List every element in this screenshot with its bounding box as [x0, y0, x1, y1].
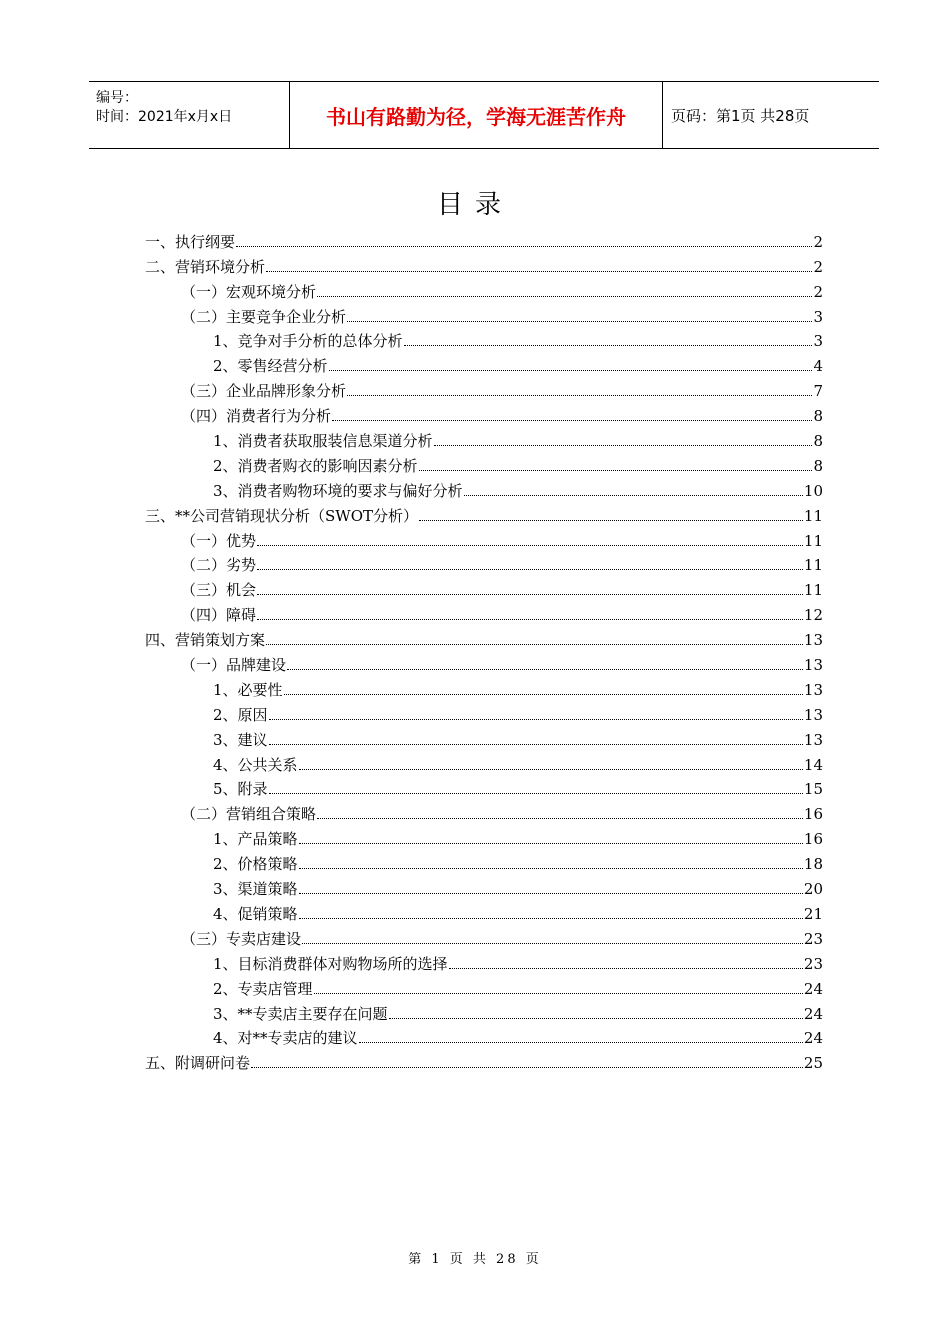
toc-dot-leader — [302, 943, 803, 944]
toc-entry-page: 13 — [803, 656, 823, 675]
toc-entry-text: （二）劣势 — [181, 556, 257, 575]
toc-dot-leader — [299, 769, 803, 770]
toc-dot-leader — [347, 395, 812, 396]
toc-entry-text: 1、产品策略 — [213, 830, 298, 849]
toc-entry[interactable] — [145, 301, 823, 326]
toc-entry-text: 2、专卖店管理 — [213, 979, 313, 998]
toc-dot-leader — [269, 719, 803, 720]
toc-entry-page: 2 — [813, 282, 823, 301]
toc-entry-page: 11 — [803, 581, 823, 600]
toc-entry-page: 24 — [803, 979, 823, 998]
toc-entry-text: 3、消费者购物环境的要求与偏好分析 — [213, 481, 463, 500]
toc-entry-page: 16 — [803, 805, 823, 824]
toc-entry-text: （二）营销组合策略 — [181, 805, 317, 824]
toc-dot-leader — [284, 694, 803, 695]
toc-entry[interactable] — [145, 525, 823, 550]
toc-dot-leader — [257, 594, 803, 595]
toc-entry[interactable] — [145, 798, 823, 823]
toc-entry-text: 2、消费者购衣的影响因素分析 — [213, 456, 418, 475]
toc-dot-leader — [389, 1018, 803, 1019]
toc-entry-page: 21 — [803, 904, 823, 923]
toc-dot-leader — [299, 868, 803, 869]
toc-entry-text: 四、营销策划方案 — [145, 631, 266, 650]
toc-entry-page: 25 — [803, 1054, 823, 1073]
toc-dot-leader — [404, 345, 813, 346]
toc-entry[interactable] — [145, 873, 823, 898]
toc-entry[interactable] — [145, 649, 823, 674]
toc-entry-text: （一）优势 — [181, 531, 257, 550]
toc-entry-text: 二、营销环境分析 — [145, 257, 266, 276]
page-footer: 第 1 页 共 28 页 — [408, 1252, 542, 1267]
toc-entry-page: 7 — [813, 382, 823, 401]
toc-entry-page: 11 — [803, 531, 823, 550]
toc-entry-text: 1、目标消费群体对购物场所的选择 — [213, 954, 448, 973]
toc-dot-leader — [419, 470, 813, 471]
toc-entry[interactable] — [145, 450, 823, 475]
toc-entry[interactable] — [145, 973, 823, 998]
toc-dot-leader — [449, 968, 803, 969]
toc-title: 目录 — [436, 190, 513, 220]
toc-entry[interactable] — [145, 848, 823, 873]
toc-entry-text: （四）消费者行为分析 — [181, 407, 332, 426]
toc-entry-text: （三）企业品牌形象分析 — [181, 382, 347, 401]
toc-entry-page: 18 — [803, 855, 823, 874]
toc-entry[interactable] — [145, 948, 823, 973]
toc-entry-page: 4 — [813, 357, 823, 376]
toc-entry-page: 8 — [813, 407, 823, 426]
toc-dot-leader — [317, 818, 803, 819]
toc-entry-page: 24 — [803, 1029, 823, 1048]
toc-entry-page: 13 — [803, 680, 823, 699]
toc-dot-leader — [332, 420, 812, 421]
toc-entry[interactable] — [145, 898, 823, 923]
header-slogan: 书山有路勤为径，学海无涯苦作舟 — [290, 82, 663, 148]
toc-entry[interactable] — [145, 674, 823, 699]
toc-dot-leader — [317, 296, 812, 297]
toc-entry[interactable] — [145, 624, 823, 649]
toc-dot-leader — [236, 246, 812, 247]
toc-entry-text: 3、建议 — [213, 730, 268, 749]
toc-entry[interactable] — [145, 749, 823, 774]
toc-dot-leader — [434, 445, 813, 446]
table-of-contents — [145, 226, 823, 1072]
toc-dot-leader — [314, 993, 803, 994]
toc-entry-text: （一）宏观环境分析 — [181, 282, 317, 301]
toc-entry-page: 24 — [803, 1004, 823, 1023]
toc-entry[interactable] — [145, 475, 823, 500]
toc-entry-text: 2、价格策略 — [213, 855, 298, 874]
document-id-label: 编号： — [96, 90, 138, 106]
toc-dot-leader — [299, 843, 803, 844]
toc-entry[interactable] — [145, 550, 823, 575]
toc-entry-page: 23 — [803, 929, 823, 948]
toc-dot-leader — [257, 545, 803, 546]
toc-entry[interactable] — [145, 923, 823, 948]
toc-entry[interactable] — [145, 276, 823, 301]
toc-entry-page: 11 — [803, 506, 823, 525]
toc-entry-text: （三）机会 — [181, 581, 257, 600]
toc-entry[interactable] — [145, 574, 823, 599]
toc-dot-leader — [419, 520, 803, 521]
toc-entry-page: 12 — [803, 606, 823, 625]
toc-entry-text: 5、附录 — [213, 780, 268, 799]
toc-entry-page: 10 — [803, 481, 823, 500]
page-header — [89, 81, 879, 149]
toc-entry-page: 2 — [813, 257, 823, 276]
toc-entry[interactable] — [145, 375, 823, 400]
toc-entry[interactable] — [145, 500, 823, 525]
toc-entry-text: 三、**公司营销现状分析（SWOT分析） — [145, 506, 418, 525]
toc-entry-text: 1、消费者获取服装信息渠道分析 — [213, 432, 433, 451]
toc-dot-leader — [257, 619, 803, 620]
toc-entry-text: 3、渠道策略 — [213, 880, 298, 899]
toc-entry-text: 3、**专卖店主要存在问题 — [213, 1004, 388, 1023]
toc-dot-leader — [464, 495, 803, 496]
toc-entry-text: 4、公共关系 — [213, 755, 298, 774]
toc-entry[interactable] — [145, 400, 823, 425]
toc-dot-leader — [251, 1067, 803, 1068]
toc-entry[interactable] — [145, 326, 823, 351]
toc-entry-page: 14 — [803, 755, 823, 774]
toc-dot-leader — [266, 271, 812, 272]
toc-entry-text: 1、竞争对手分析的总体分析 — [213, 332, 403, 351]
toc-entry[interactable] — [145, 998, 823, 1023]
toc-entry[interactable] — [145, 251, 823, 276]
toc-entry-text: 1、必要性 — [213, 680, 283, 699]
toc-entry-text: 4、对**专卖店的建议 — [213, 1029, 358, 1048]
toc-entry-page: 13 — [803, 730, 823, 749]
toc-entry[interactable] — [145, 599, 823, 624]
toc-entry-page: 13 — [803, 631, 823, 650]
toc-entry-page: 8 — [813, 456, 823, 475]
toc-dot-leader — [269, 744, 803, 745]
toc-entry[interactable] — [145, 774, 823, 799]
toc-entry-page: 23 — [803, 954, 823, 973]
toc-dot-leader — [287, 669, 803, 670]
toc-entry-page: 2 — [813, 232, 823, 251]
toc-entry-text: （一）品牌建设 — [181, 656, 287, 675]
toc-entry[interactable] — [145, 350, 823, 375]
toc-dot-leader — [299, 893, 803, 894]
toc-dot-leader — [257, 569, 803, 570]
toc-entry-text: （三）专卖店建设 — [181, 929, 302, 948]
toc-entry-page: 15 — [803, 780, 823, 799]
toc-entry-page: 3 — [813, 332, 823, 351]
toc-entry-page: 16 — [803, 830, 823, 849]
toc-entry-text: 五、附调研问卷 — [145, 1054, 251, 1073]
header-page-info: 页码：第1页 共28页 — [671, 106, 810, 125]
toc-dot-leader — [266, 644, 803, 645]
toc-entry-text: 4、促销策略 — [213, 904, 298, 923]
toc-dot-leader — [269, 793, 803, 794]
toc-entry-text: 2、原因 — [213, 705, 268, 724]
toc-dot-leader — [299, 918, 803, 919]
toc-dot-leader — [329, 370, 813, 371]
header-meta-cell — [89, 82, 290, 148]
document-time-label: 时间：2021年x月x日 — [96, 109, 233, 125]
toc-entry-text: 2、零售经营分析 — [213, 357, 328, 376]
toc-entry[interactable] — [145, 425, 823, 450]
toc-entry-text: （二）主要竞争企业分析 — [181, 307, 347, 326]
toc-entry-page: 13 — [803, 705, 823, 724]
toc-entry-page: 20 — [803, 880, 823, 899]
toc-entry-page: 3 — [813, 307, 823, 326]
toc-entry-page: 11 — [803, 556, 823, 575]
toc-entry-page: 8 — [813, 432, 823, 451]
toc-entry[interactable] — [145, 1047, 823, 1072]
toc-entry-text: （四）障碍 — [181, 606, 257, 625]
toc-dot-leader — [359, 1042, 803, 1043]
toc-entry[interactable] — [145, 724, 823, 749]
toc-entry[interactable] — [145, 699, 823, 724]
toc-entry[interactable] — [145, 1023, 823, 1048]
toc-dot-leader — [347, 321, 812, 322]
toc-entry[interactable] — [145, 823, 823, 848]
toc-entry[interactable] — [145, 226, 823, 251]
toc-entry-text: 一、执行纲要 — [145, 232, 236, 251]
